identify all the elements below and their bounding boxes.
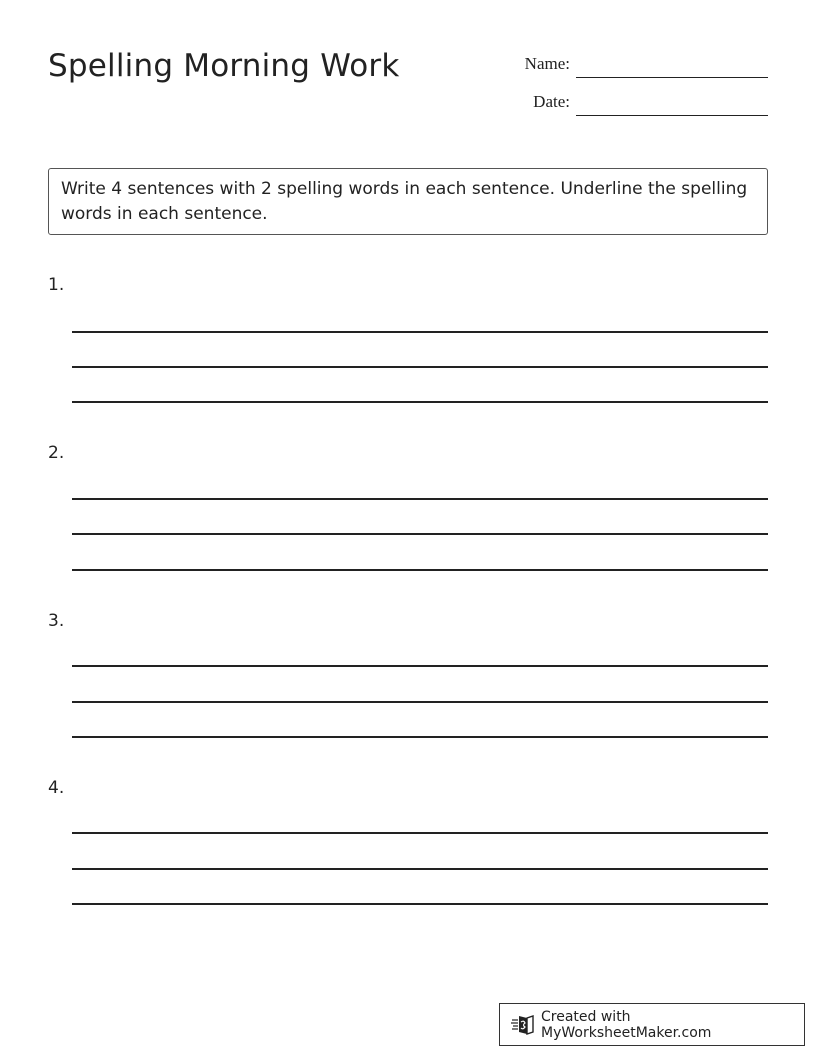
answer-line[interactable]	[72, 331, 768, 333]
created-with-text: Created with MyWorksheetMaker.com	[541, 1008, 712, 1041]
created-with-badge[interactable]	[499, 1003, 805, 1046]
date-field[interactable]	[576, 115, 768, 116]
answer-line[interactable]	[72, 736, 768, 738]
question-number-1: 1.	[48, 275, 65, 295]
instructions-box	[48, 168, 768, 235]
answer-line[interactable]	[72, 701, 768, 703]
question-number-2: 2.	[48, 443, 65, 463]
date-label: Date:	[533, 92, 570, 111]
worksheet-title: Spelling Morning Work	[48, 48, 400, 84]
answer-line[interactable]	[72, 903, 768, 905]
answer-line[interactable]	[72, 868, 768, 870]
question-number-4: 4.	[48, 778, 65, 798]
answer-line[interactable]	[72, 366, 768, 368]
instructions-text: Write 4 sentences with 2 spelling words in each sentence. Underline the spelling words in each sentence.	[61, 179, 748, 224]
answer-line[interactable]	[72, 832, 768, 834]
name-field[interactable]	[576, 77, 768, 78]
name-label: Name:	[524, 54, 570, 73]
answer-line[interactable]	[72, 665, 768, 667]
answer-line[interactable]	[72, 569, 768, 571]
answer-line[interactable]	[72, 498, 768, 500]
worksheet-maker-logo-icon	[511, 1014, 535, 1036]
answer-line[interactable]	[72, 401, 768, 403]
question-number-3: 3.	[48, 611, 65, 631]
answer-line[interactable]	[72, 533, 768, 535]
